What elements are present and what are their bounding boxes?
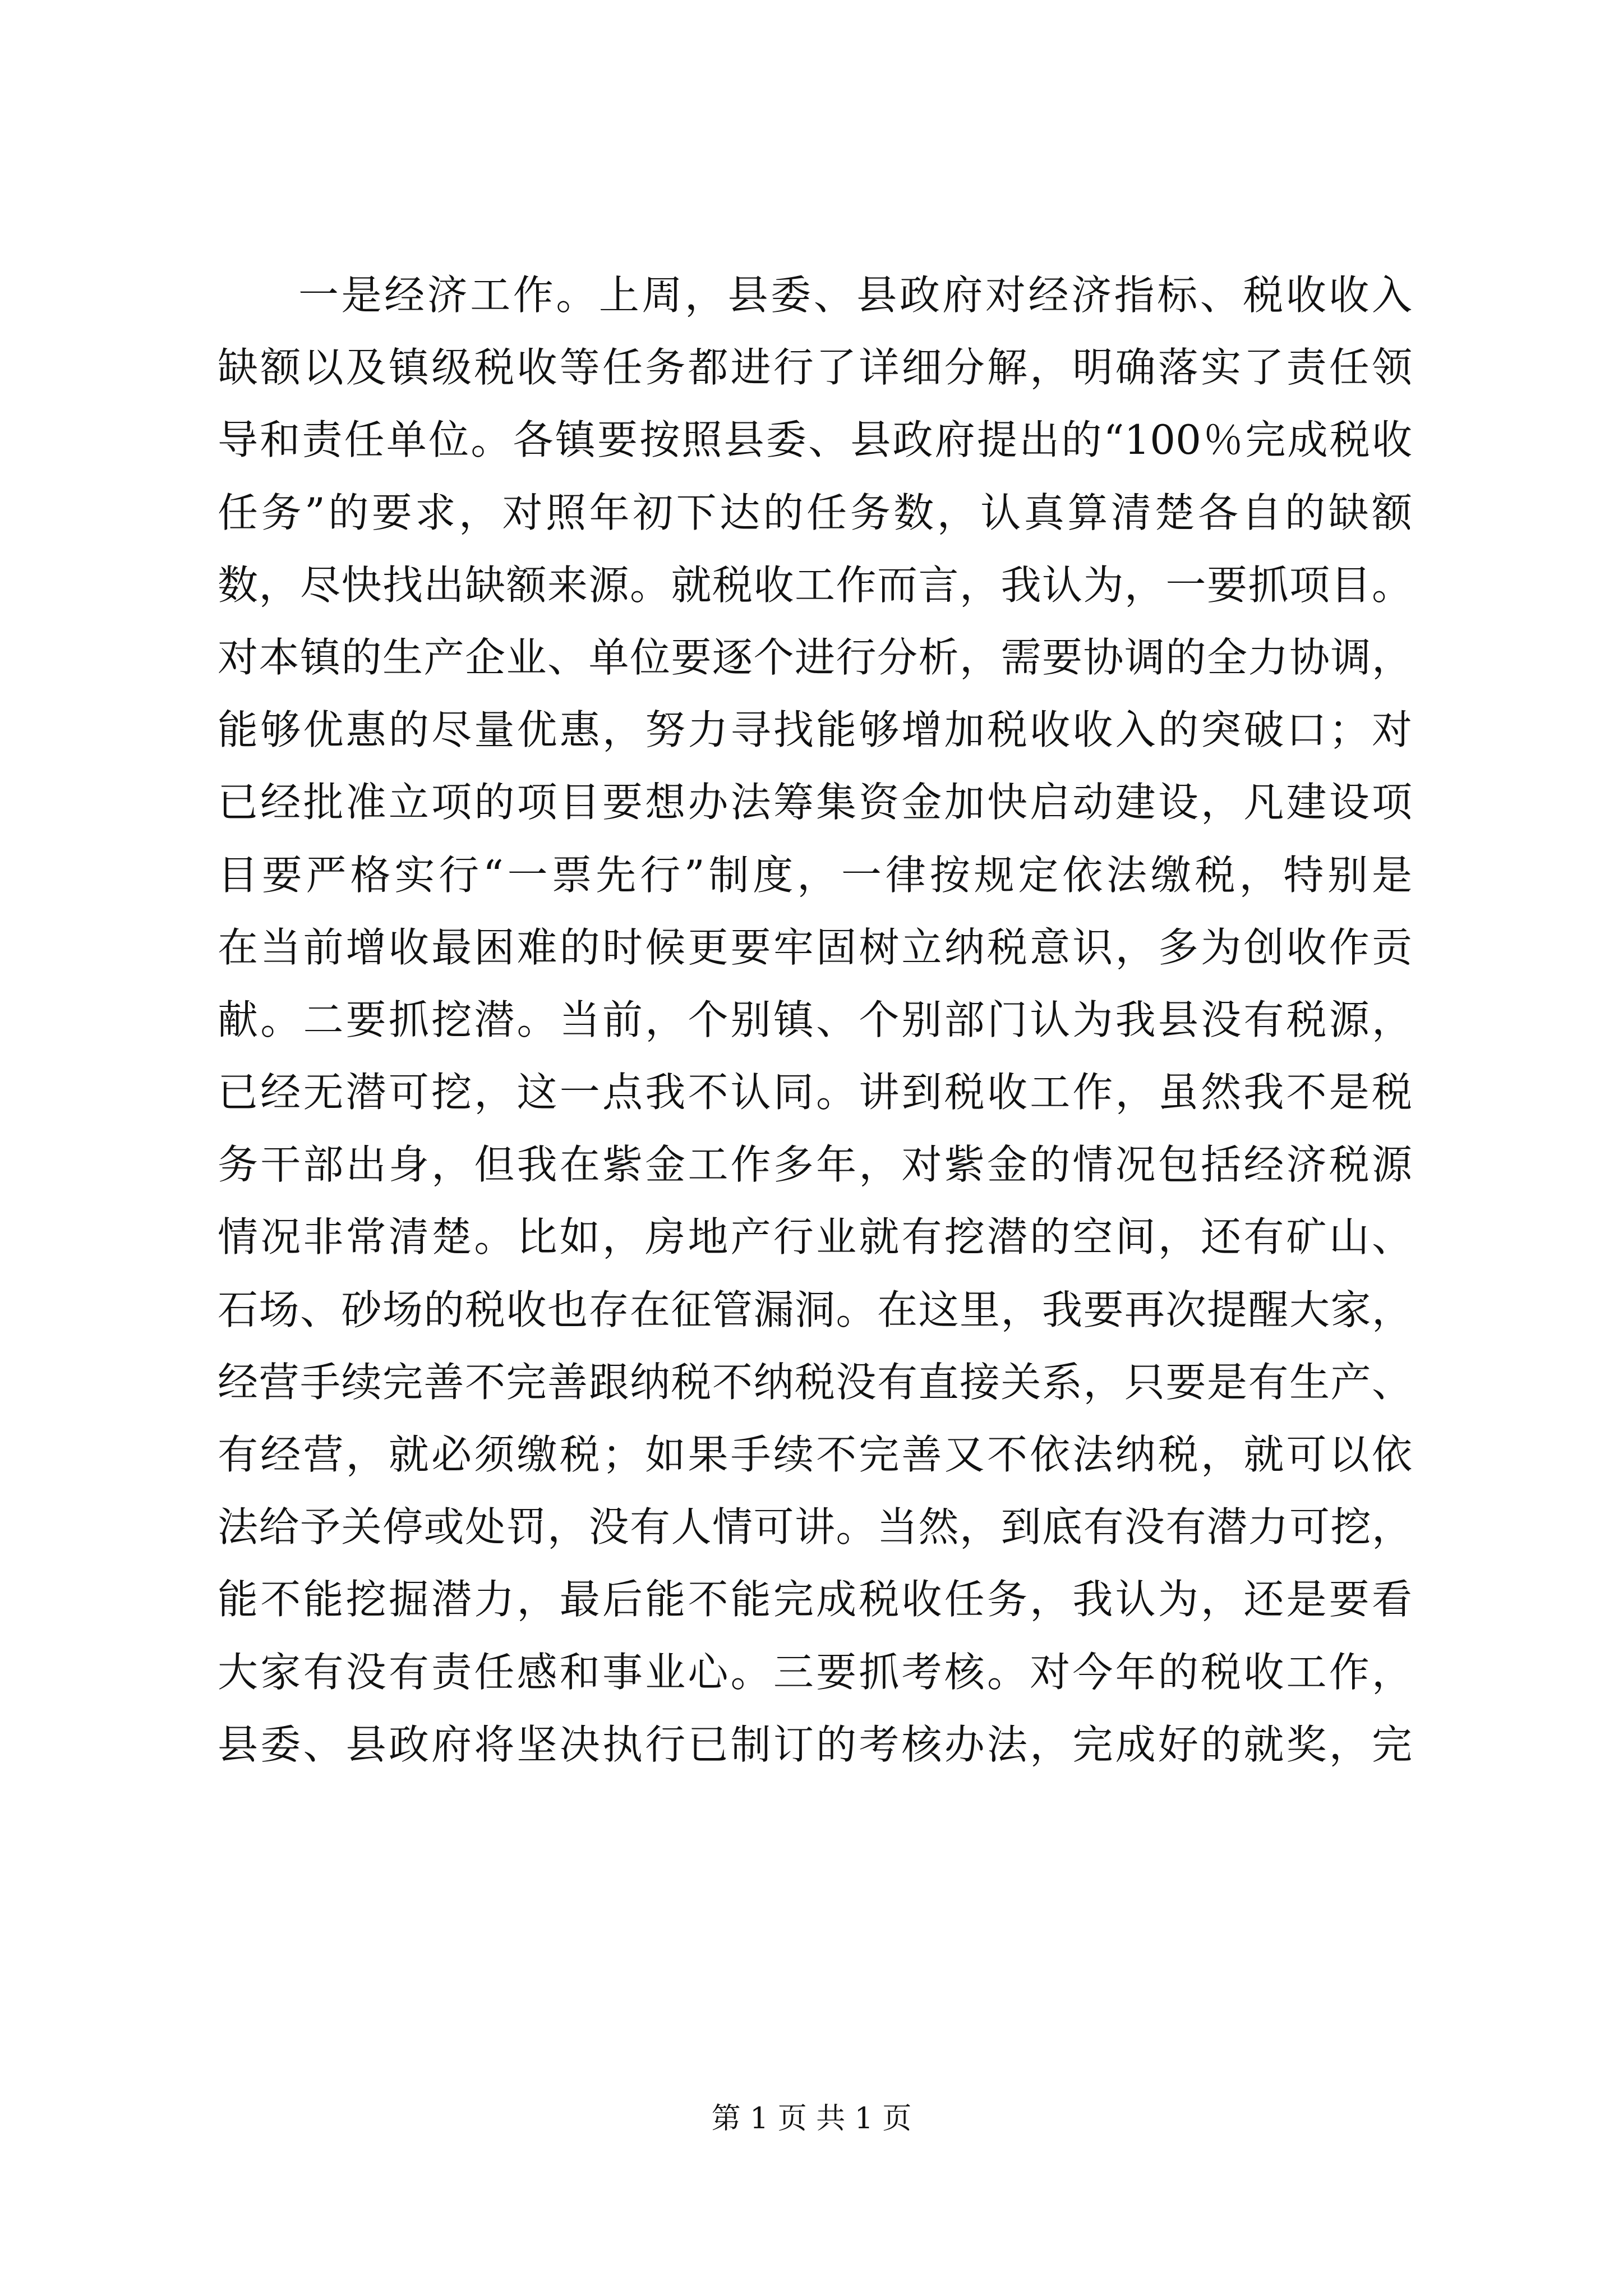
text-line: 能够优惠的尽量优惠，努力寻找能够增加税收收入的突破口；对 <box>218 706 1412 754</box>
text-line: 经营手续完善不完善跟纳税不纳税没有直接关系，只要是有生产、 <box>218 1358 1412 1406</box>
page-footer: 第 1 页 共 1 页 <box>711 2102 912 2136</box>
text-line: 石场、砂场的税收也存在征管漏洞。在这里，我要再次提醒大家， <box>218 1286 1412 1333</box>
text-line: 有经营，就必须缴税；如果手续不完善又不依法纳税，就可以依 <box>218 1431 1412 1478</box>
text-line: 数，尽快找出缺额来源。就税收工作而言，我认为，一要抓项目。 <box>218 561 1412 609</box>
text-line: 导和责任单位。各镇要按照县委、县政府提出的“100％完成税收 <box>218 416 1412 464</box>
body-paragraph <box>218 259 1412 1781</box>
text-line: 县委、县政府将坚决执行已制订的考核办法，完成好的就奖，完 <box>218 1720 1412 1768</box>
text-line: 能不能挖掘潜力，最后能不能完成税收任务，我认为，还是要看 <box>218 1576 1412 1623</box>
text-line: 情况非常清楚。比如，房地产行业就有挖潜的空间，还有矿山、 <box>218 1213 1412 1261</box>
text-line: 务干部出身，但我在紫金工作多年，对紫金的情况包括经济税源 <box>218 1141 1412 1189</box>
text-line: 在当前增收最困难的时候更要牢固树立纳税意识，多为创收作贡 <box>218 923 1412 971</box>
text-line: 任务”的要求，对照年初下达的任务数，认真算清楚各自的缺额 <box>218 489 1412 536</box>
text-line: 已经无潜可挖，这一点我不认同。讲到税收工作，虽然我不是税 <box>218 1069 1412 1116</box>
text-line: 对本镇的生产企业、单位要逐个进行分析，需要协调的全力协调， <box>218 633 1412 681</box>
text-line: 缺额以及镇级税收等任务都进行了详细分解，明确落实了责任领 <box>218 344 1412 392</box>
text-line: 已经批准立项的项目要想办法筹集资金加快启动建设，凡建设项 <box>218 779 1412 826</box>
text-line: 献。二要抓挖潜。当前，个别镇、个别部门认为我县没有税源， <box>218 996 1412 1043</box>
text-line: 法给予关停或处罚，没有人情可讲。当然，到底有没有潜力可挖， <box>218 1503 1412 1551</box>
text-line: 目要严格实行“一票先行”制度，一律按规定依法缴税，特别是 <box>218 851 1412 899</box>
text-line: 大家有没有责任感和事业心。三要抓考核。对今年的税收工作， <box>218 1648 1412 1696</box>
text-line: 一是经济工作。上周，县委、县政府对经济指标、税收收入 <box>298 272 1412 319</box>
